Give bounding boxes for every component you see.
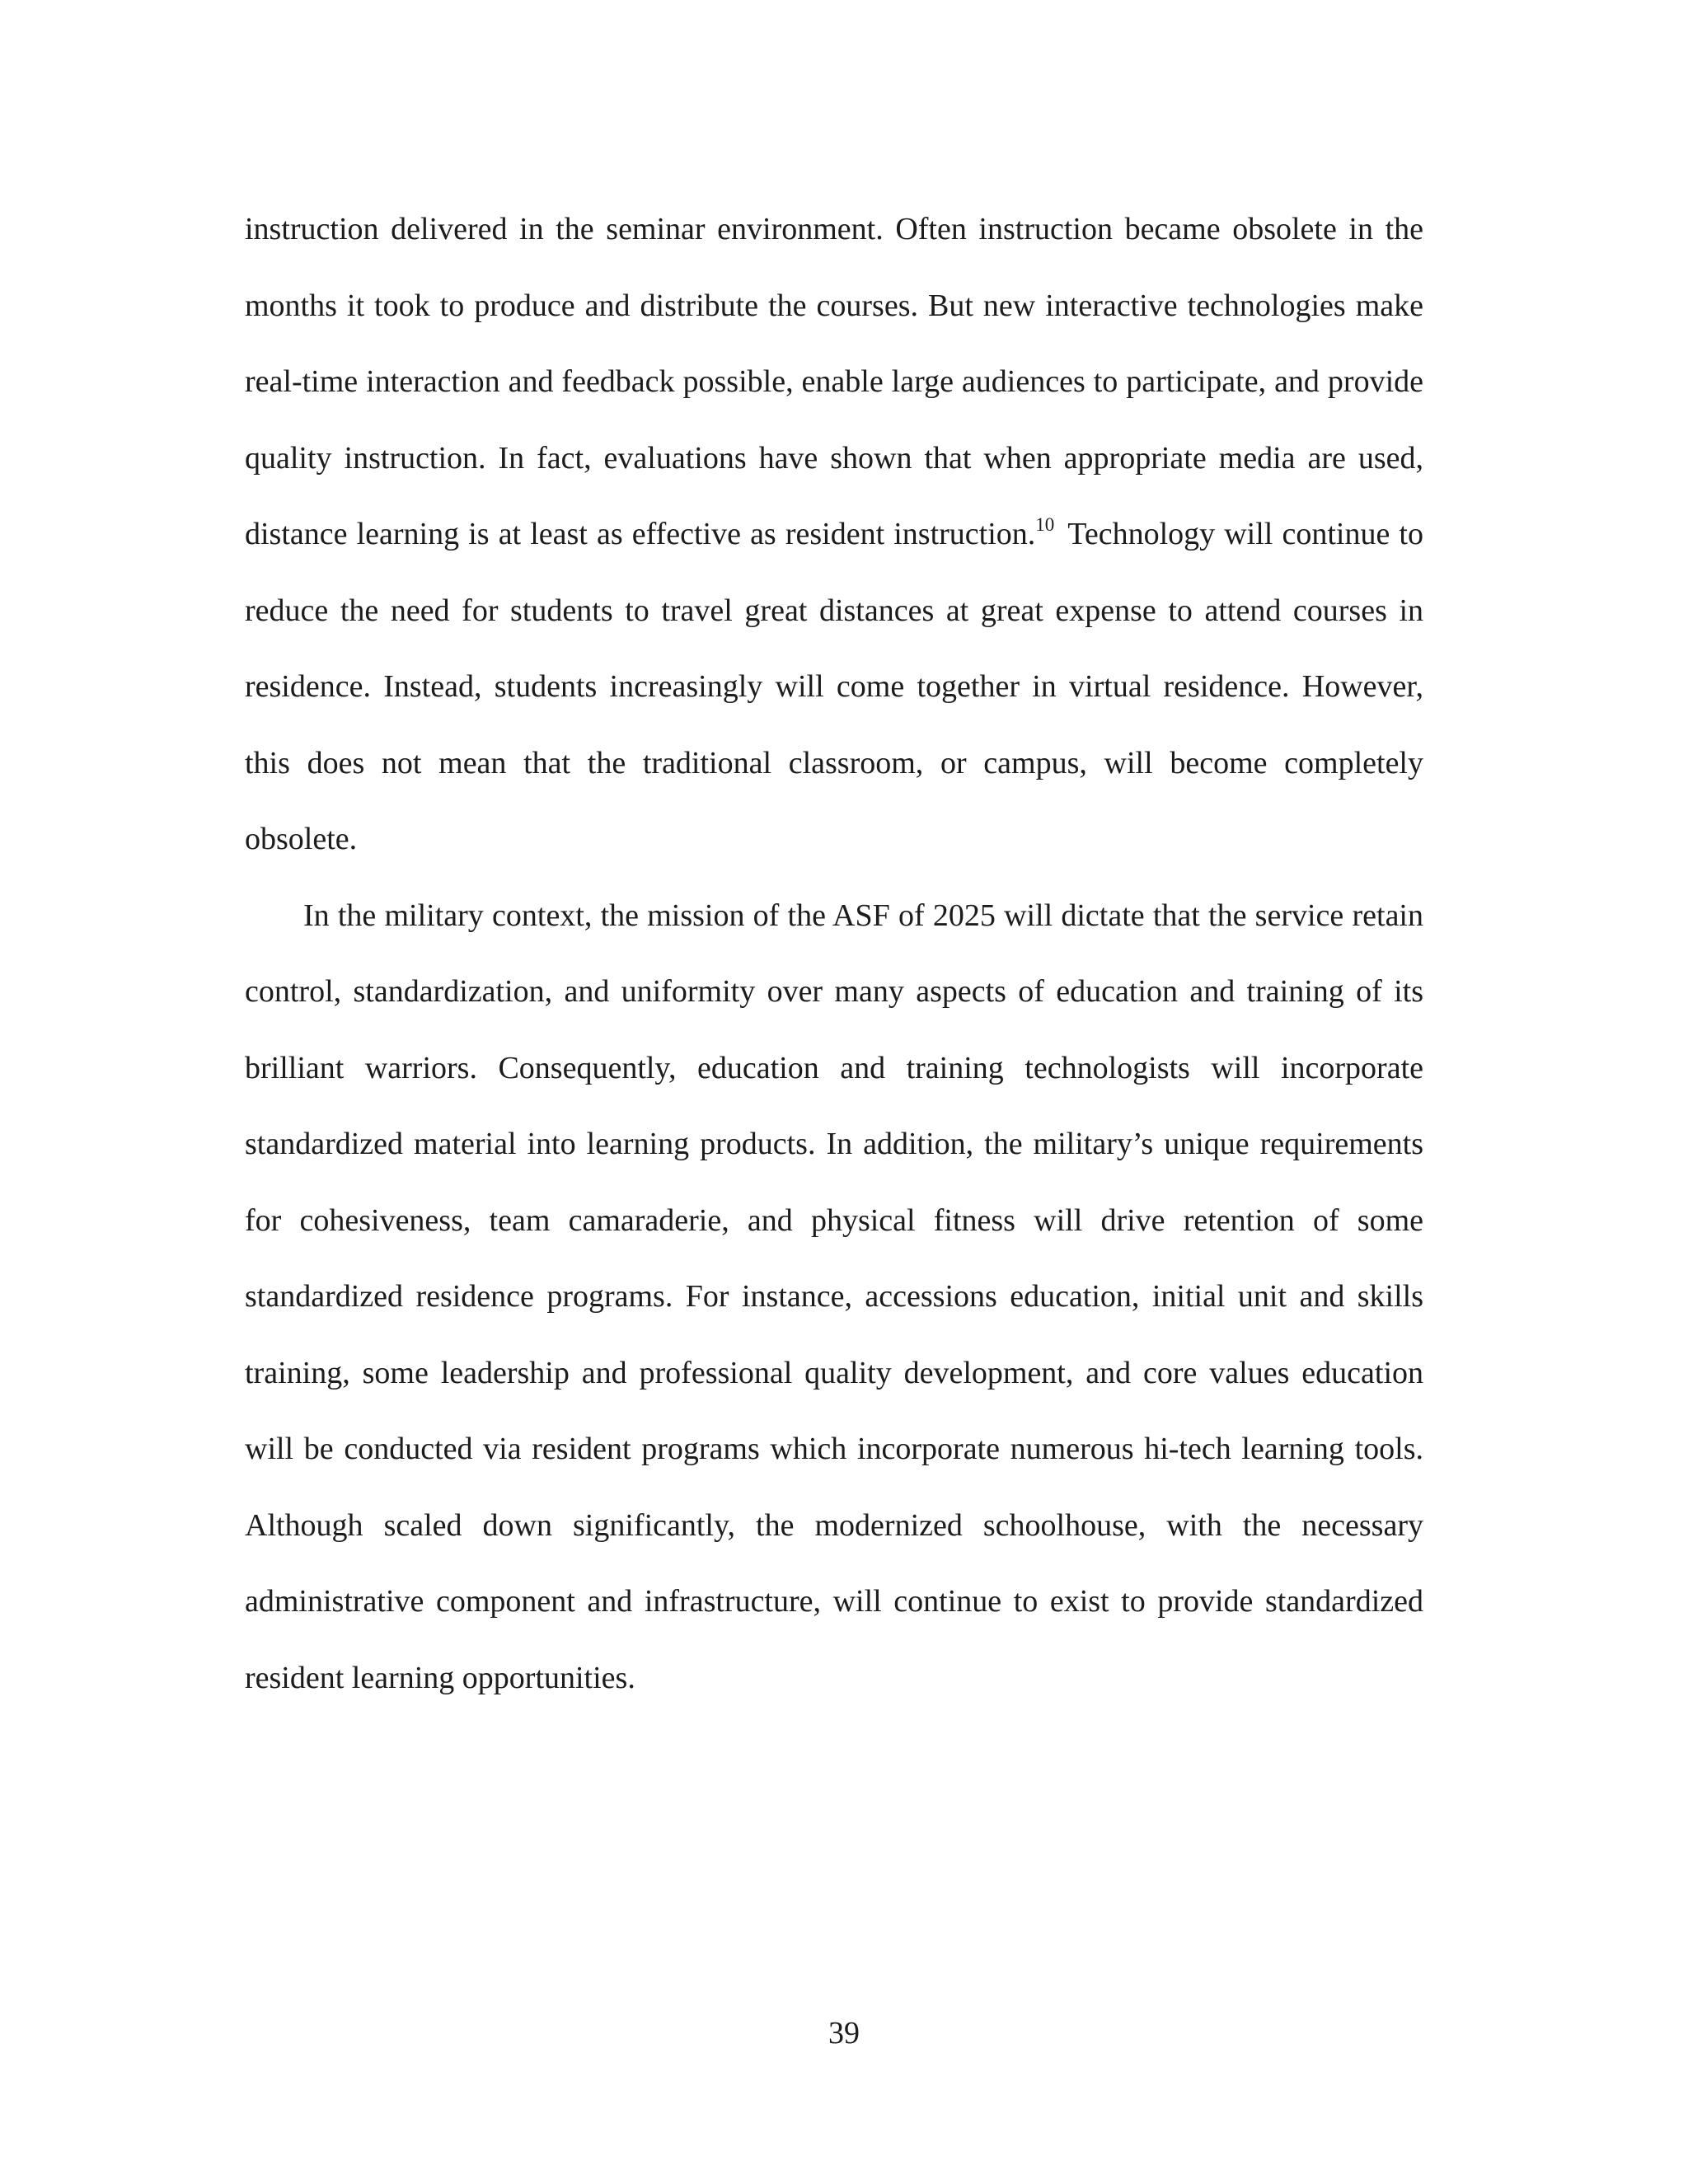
paragraph-1-text-part-1: instruction delivered in the seminar environment. Often instruction became obsolete in the months it took to produce and distribute the courses. But new interactive technologies make real-time interaction and feedback possible, enable large audiences to participate, and provide quality instruction. In fact, evaluations have shown that when appropriate media are used, distance learning is at least as effective as resident instruction. bbox=[245, 212, 1423, 551]
paragraph-1-text-part-2: Technology will continue to reduce the need for students to travel great distances at great expense to attend courses in residence. Instead, students increasingly will come together in virtual residence. However, this does not mean that the traditional classroom, or campus, will become completely obsolete. bbox=[245, 517, 1423, 856]
paragraph-2-text: In the military context, the mission of the ASF of 2025 will dictate that the service retain control, standardization, and uniformity over many aspects of education and training of its brilliant warriors. Consequently, education and training technologists will incorporate standardized material into learning products. In addition, the military’s unique requirements for cohesiveness, team camaraderie, and physical fitness will drive retention of some standardized residence programs. For instance, accessions education, initial unit and skills training, some leadership and professional quality development, and core values education will be conducted via resident programs which incorporate numerous hi-tech learning tools. Although scaled down significantly, the modernized schoolhouse, with the necessary administrative component and infrastructure, will continue to exist to provide standardized resident learning opportunities. bbox=[245, 898, 1423, 1695]
footnote-reference[interactable]: 10 bbox=[1035, 513, 1055, 535]
page-number: 39 bbox=[828, 2016, 860, 2050]
paragraph-2 bbox=[245, 878, 1423, 1717]
paragraph-1 bbox=[245, 191, 1423, 878]
body-text bbox=[245, 191, 1423, 1716]
